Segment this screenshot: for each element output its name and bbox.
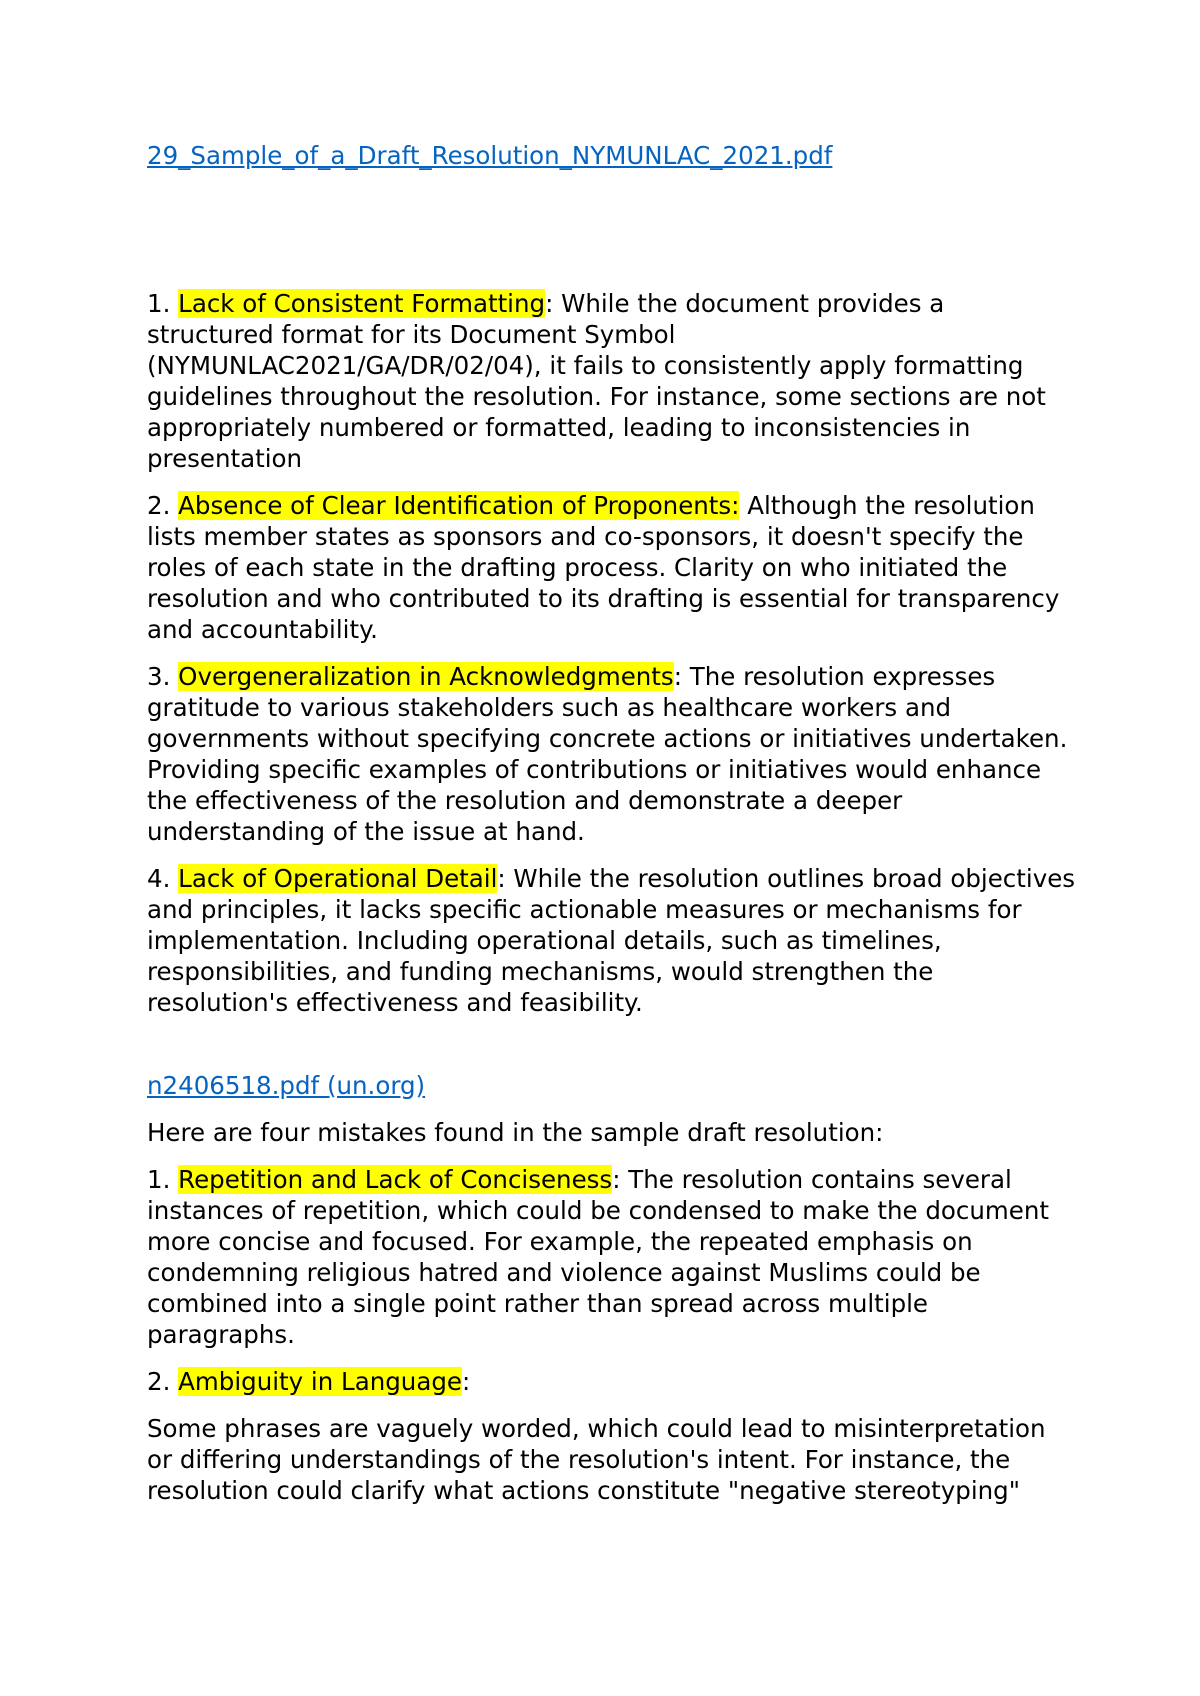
list-item — [147, 863, 1077, 1018]
pdf-link-un-org[interactable]: n2406518.pdf (un.org) — [147, 1071, 426, 1100]
item-body: : The resolution contains several instances of repetition, which could be condensed to make the document more concise and focused. For example, the repeated emphasis on condemning religious hatred and violence against Muslims could be combined into a single point rather than spread across multiple paragraphs. — [147, 1165, 1049, 1349]
section-intro: Here are four mistakes found in the sample draft resolution: — [147, 1118, 884, 1147]
item-body: Although the resolution lists member states as sponsors and co-sponsors, it doesn't specify the roles of each state in the drafting process. Clarity on who initiated the resolution and who contributed to its drafting is essential for transparency and accountability. — [147, 491, 1060, 644]
highlighted-heading: Repetition and Lack of Conciseness — [178, 1165, 613, 1194]
highlighted-heading: Lack of Operational Detail — [178, 864, 498, 893]
highlighted-heading: Absence of Clear Identification of Proponents: — [178, 491, 740, 520]
item-body: : The resolution expresses gratitude to various stakeholders such as healthcare workers and governments without specifying concrete actions or initiatives undertaken. Providing specific examples of contributions or initiatives would enhance the effectiveness of the resolution and demonstrate a deeper understanding of the issue at hand. — [147, 662, 1068, 846]
item-number: 1. — [147, 1165, 179, 1194]
item-body: : While the resolution outlines broad objectives and principles, it lacks specific actionable measures or mechanisms for implementation. Including operational details, such as timelines, responsibilities, and funding mechanisms, would strengthen the resolution's effectiveness and feasibility. — [147, 864, 1076, 1017]
list-item — [147, 1164, 1077, 1350]
item-number: 2. — [147, 491, 179, 520]
highlighted-heading: Lack of Consistent Formatting — [178, 289, 546, 318]
list-item — [147, 1366, 1077, 1397]
list-item — [147, 490, 1077, 645]
highlighted-heading: Overgeneralization in Acknowledgments — [178, 662, 674, 691]
highlighted-heading: Ambiguity in Language — [178, 1367, 462, 1396]
item-number: 3. — [147, 662, 179, 691]
item-body: : While the document provides a structured format for its Document Symbol (NYMUNLAC2021/GA/DR/02/04), it fails to consistently apply formatting guidelines throughout the resolution. For instance, some sections are not appropriately numbered or formatted, leading to inconsistencies in presentation — [147, 289, 1046, 473]
body-paragraph: Some phrases are vaguely worded, which could lead to misinterpretation or differing understandings of the resolution's intent. For instance, the resolution could clarify what actions constitute "negative stereotyping" — [147, 1414, 1046, 1505]
list-item — [147, 288, 1077, 474]
item-number: 4. — [147, 864, 179, 893]
item-body: : — [461, 1367, 471, 1396]
pdf-link-sample-draft[interactable]: 29_Sample_of_a_Draft_Resolution_NYMUNLAC_2021.pdf — [147, 141, 833, 170]
list-item — [147, 661, 1077, 847]
item-number: 2. — [147, 1367, 179, 1396]
item-number: 1. — [147, 289, 179, 318]
document-body — [147, 140, 1077, 1522]
